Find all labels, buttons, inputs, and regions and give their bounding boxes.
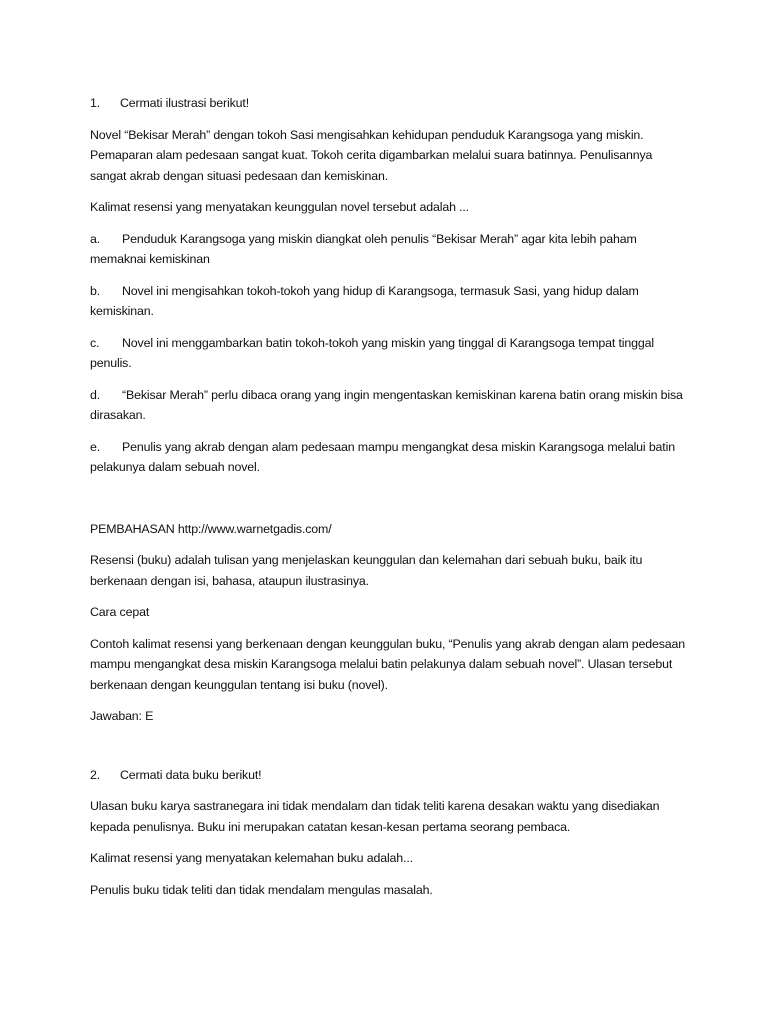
document-page bbox=[90, 93, 690, 911]
question-2-number: 2. bbox=[90, 767, 101, 782]
discussion-definition: Resensi (buku) adalah tulisan yang menjelaskan keunggulan dan kelemahan dari sebuah buku, baik itu berkenaan dengan isi, bahasa, ataupun ilustrasinya. bbox=[90, 553, 643, 588]
option-e bbox=[90, 437, 690, 478]
option-b bbox=[90, 281, 690, 322]
question-1-heading bbox=[90, 93, 690, 114]
question-2-heading bbox=[90, 765, 690, 786]
quick-method-label: Cara cepat bbox=[90, 605, 150, 619]
section-spacer bbox=[90, 738, 690, 765]
question-2-passage: Ulasan buku karya sastranegara ini tidak mendalam dan tidak teliti karena desakan waktu yang disediakan kepada penulisnya. Buku ini merupakan catatan kesan-kesan pertama seorang pembaca. bbox=[90, 799, 660, 834]
option-e-letter: e. bbox=[90, 439, 101, 454]
discussion-example: Contoh kalimat resensi yang berkenaan dengan keunggulan buku, “Penulis yang akrab dengan alam pedesaan mampu mengangkat desa miskin Karangsoga melalui batin pelakunya dalam sebuah novel”. Ulasan tersebut berkenaan dengan keunggulan tentang isi buku (novel). bbox=[90, 636, 686, 692]
option-e-text: Penulis yang akrab dengan alam pedesaan mampu mengangkat desa miskin Karangsoga melalui batin pelakunya dalam sebuah novel. bbox=[90, 439, 675, 474]
question-1-prompt: Kalimat resensi yang menyatakan keunggulan novel tersebut adalah ... bbox=[90, 200, 469, 214]
option-d-letter: d. bbox=[90, 387, 101, 402]
option-c-text: Novel ini menggambarkan batin tokoh-tokoh yang miskin yang tinggal di Karangsoga tempat tinggal penulis. bbox=[90, 335, 654, 370]
question-2-answer-line: Penulis buku tidak teliti dan tidak mendalam mengulas masalah. bbox=[90, 882, 433, 897]
question-2-prompt: Kalimat resensi yang menyatakan kelemahan buku adalah... bbox=[90, 851, 413, 865]
discussion-heading: PEMBAHASAN http://www.warnetgadis.com/ bbox=[90, 521, 332, 536]
option-a-text: Penduduk Karangsoga yang miskin diangkat oleh penulis “Bekisar Merah” agar kita lebih paham memaknai kemiskinan bbox=[90, 231, 637, 266]
option-b-letter: b. bbox=[90, 283, 101, 298]
section-spacer bbox=[90, 489, 690, 519]
question-1-answer: Jawaban: E bbox=[90, 709, 154, 723]
option-d-text: “Bekisar Merah” perlu dibaca orang yang ingin mengentaskan kemiskinan karena batin orang miskin bisa dirasakan. bbox=[90, 387, 683, 422]
option-a bbox=[90, 229, 690, 270]
question-2-title: Cermati data buku berikut! bbox=[120, 767, 262, 782]
question-1-passage: Novel “Bekisar Merah” dengan tokoh Sasi mengisahkan kehidupan penduduk Karangsoga yang miskin. Pemaparan alam pedesaan sangat kuat. Tokoh cerita digambarkan melalui suara batinnya. Penulisannya sangat akrab dengan situasi pedesaan dan kemiskinan. bbox=[90, 127, 653, 183]
option-c-letter: c. bbox=[90, 335, 100, 350]
option-d bbox=[90, 385, 690, 426]
option-c bbox=[90, 333, 690, 374]
question-1-number: 1. bbox=[90, 96, 101, 110]
option-a-letter: a. bbox=[90, 231, 101, 246]
question-1-title: Cermati ilustrasi berikut! bbox=[120, 96, 249, 110]
option-b-text: Novel ini mengisahkan tokoh-tokoh yang hidup di Karangsoga, termasuk Sasi, yang hidup dalam kemiskinan. bbox=[90, 283, 639, 318]
